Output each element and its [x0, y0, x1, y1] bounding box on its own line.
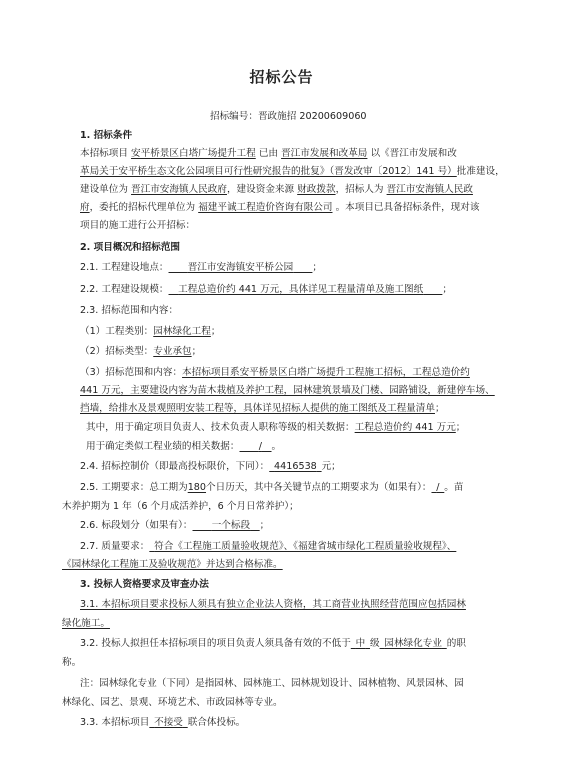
tender-number: [210, 110, 367, 124]
scale-line: 2.2. 工程建设规模： 工程总造价约 441 万元，具体详见工程量清单及施工图纸 ；: [80, 284, 452, 295]
period-line-1: 2.5. 工期要求：总工期为180个日历天，其中各关键节点的工期要求为（如果有）： / 。苗: [80, 482, 464, 493]
tender-number-value: 晋政施招 20200609060: [257, 111, 367, 122]
q2-line-2: 称。: [62, 657, 82, 668]
q3-value: 不接受: [154, 717, 183, 728]
funding-source: 财政拨款: [297, 184, 336, 195]
basis-line-1: 其中，用于确定项目负责人、技术负责人职称等级的相关数据：工程总造价约 441 万元；: [86, 422, 466, 433]
approval-authority: 晋江市发展和改革局: [281, 148, 368, 159]
note-line-2: 林绿化、园艺、景观、环境艺术、市政园林等专业。: [62, 697, 283, 708]
site-line: 2.1. 工程建设地点： 晋江市安海镇安平桥公园 ；: [80, 262, 323, 273]
kind-value: 专业承包: [153, 346, 192, 357]
quality-line-2: [62, 558, 283, 572]
content-value-1: 本招标项目系安平桥景区白塔广场提升工程施工招标，工程总造价约: [182, 367, 470, 378]
quality-value: 符合《工程施工质量验收规范》、《福建省城市绿化工程质量验收规程》、: [154, 541, 457, 552]
basis-value: 工程总造价约 441 万元: [354, 422, 456, 433]
q1-value-2: 绿化施工。: [62, 618, 110, 629]
section-3-heading: 3. 投标人资格要求及审查办法: [80, 579, 209, 590]
basis-line-2: 用于确定类似工程业绩的相关数据： / 。: [86, 441, 282, 452]
period-line-2: 木养护期为 1 年（6 个月成活养护，6 个月日常养护）；: [62, 501, 299, 512]
site-value: 晋江市安海镇安平桥公园: [187, 262, 294, 273]
content-line-3: 挡墙，给排水及景观照明安装工程等，具体详见招标人提供的施工图纸及工程量清单；: [80, 403, 445, 414]
s1-line-1: 本招标项目 安平桥景区白塔广场提升工程 已由 晋江市发展和改革局 以《晋江市发展和改: [80, 148, 457, 159]
milestone-value: /: [436, 482, 440, 493]
similar-performance-value: /: [258, 441, 262, 452]
section-1-heading: 1. 招标条件: [80, 130, 133, 141]
s1-line-2: 革局关于安平桥生态文化公园项目可行性研究报告的批复》（晋发改审〔2012〕141 号）批准建设，: [80, 166, 505, 177]
content-line-2: [80, 384, 495, 398]
price-line: 2.4. 招标控制价（即最高投标限价，下同）： 4416538 元；: [80, 461, 341, 472]
section-2-heading: 2. 项目概况和招标范围: [80, 242, 181, 253]
content-line-1: （3）招标范围和内容：本招标项目系安平桥景区白塔广场提升工程施工招标，工程总造价约: [80, 367, 470, 378]
tenderer: 晋江市安海镇人民政: [386, 184, 473, 195]
s1-line-4: 府，委托的招标代理单位为 福建平诚工程造价咨询有限公司 。本项目已具备招标条件，现对该: [80, 202, 480, 213]
q2-line-1: 3.2. 投标人拟担任本招标项目的项目负责人须具备有效的不低于 中 级 园林绿化专业 的职: [80, 638, 466, 649]
kind-line: （2）招标类型：专业承包；: [80, 346, 202, 357]
scale-value: 工程总造价约 441 万元，具体详见工程量清单及施工图纸: [178, 284, 424, 295]
approval-doc: 革局关于安平桥生态文化公园项目可行性研究报告的批复》（晋发改审〔2012〕141 号）: [80, 166, 457, 177]
note-line-1: 注：园林绿化专业（下同）是指园林、园林施工、园林规划设计、园林植物、风景园林、园: [80, 678, 464, 689]
period-days: 180: [187, 482, 207, 493]
project-name: 安平桥景区白塔广场提升工程: [131, 148, 256, 159]
quality-line-1: 2.7. 质量要求： 符合《工程施工质量验收规范》、《福建省城市绿化工程质量验收规程》、: [80, 541, 457, 552]
q2-major: 园林绿化专业: [384, 638, 442, 649]
content-value-2: 441 万元，主要建设内容为苗木栽植及养护工程，园林建筑景墙及门楼、园路铺设，新建停车场、: [80, 385, 495, 396]
page-title: 招标公告: [249, 68, 314, 86]
tender-number-label: 招标编号：: [210, 111, 258, 122]
price-value: 4416538: [274, 461, 317, 472]
s1-line-3: 建设单位为 晋江市安海镇人民政府，建设资金来源 财政拨款，招标人为 晋江市安海镇人民政: [80, 184, 473, 195]
q1-line-1: [80, 598, 466, 612]
q2-level: 中: [355, 638, 366, 649]
content-value-3: 挡墙，给排水及景观照明安装工程等，具体详见招标人提供的施工图纸及工程量清单: [80, 403, 435, 414]
type-value: 园林绿化工程: [153, 326, 211, 337]
q1-line-2: [62, 617, 110, 631]
q3-line: 3.3. 本招标项目 不接受 联合体投标。: [80, 717, 246, 728]
lot-line: 2.6. 标段划分（如果有）： 一个标段 ；: [80, 520, 270, 531]
q1-value: 3.1. 本招标项目要求投标人须具有独立企业法人资格，其工商营业执照经营范围应包括园林: [80, 599, 466, 610]
lot-value: 一个标段: [211, 520, 251, 531]
agent-unit: 福建平诚工程造价咨询有限公司: [198, 202, 333, 213]
type-line: （1）工程类别：园林绿化工程；: [80, 326, 221, 337]
s1-line-5: 项目的施工进行公开招标：: [80, 220, 196, 231]
construction-unit: 晋江市安海镇人民政府: [131, 184, 227, 195]
scope-line: 2.3. 招标范围和内容：: [80, 305, 179, 316]
quality-value-2: 《园林绿化工程施工及验收规范》并达到合格标准。: [62, 559, 283, 570]
